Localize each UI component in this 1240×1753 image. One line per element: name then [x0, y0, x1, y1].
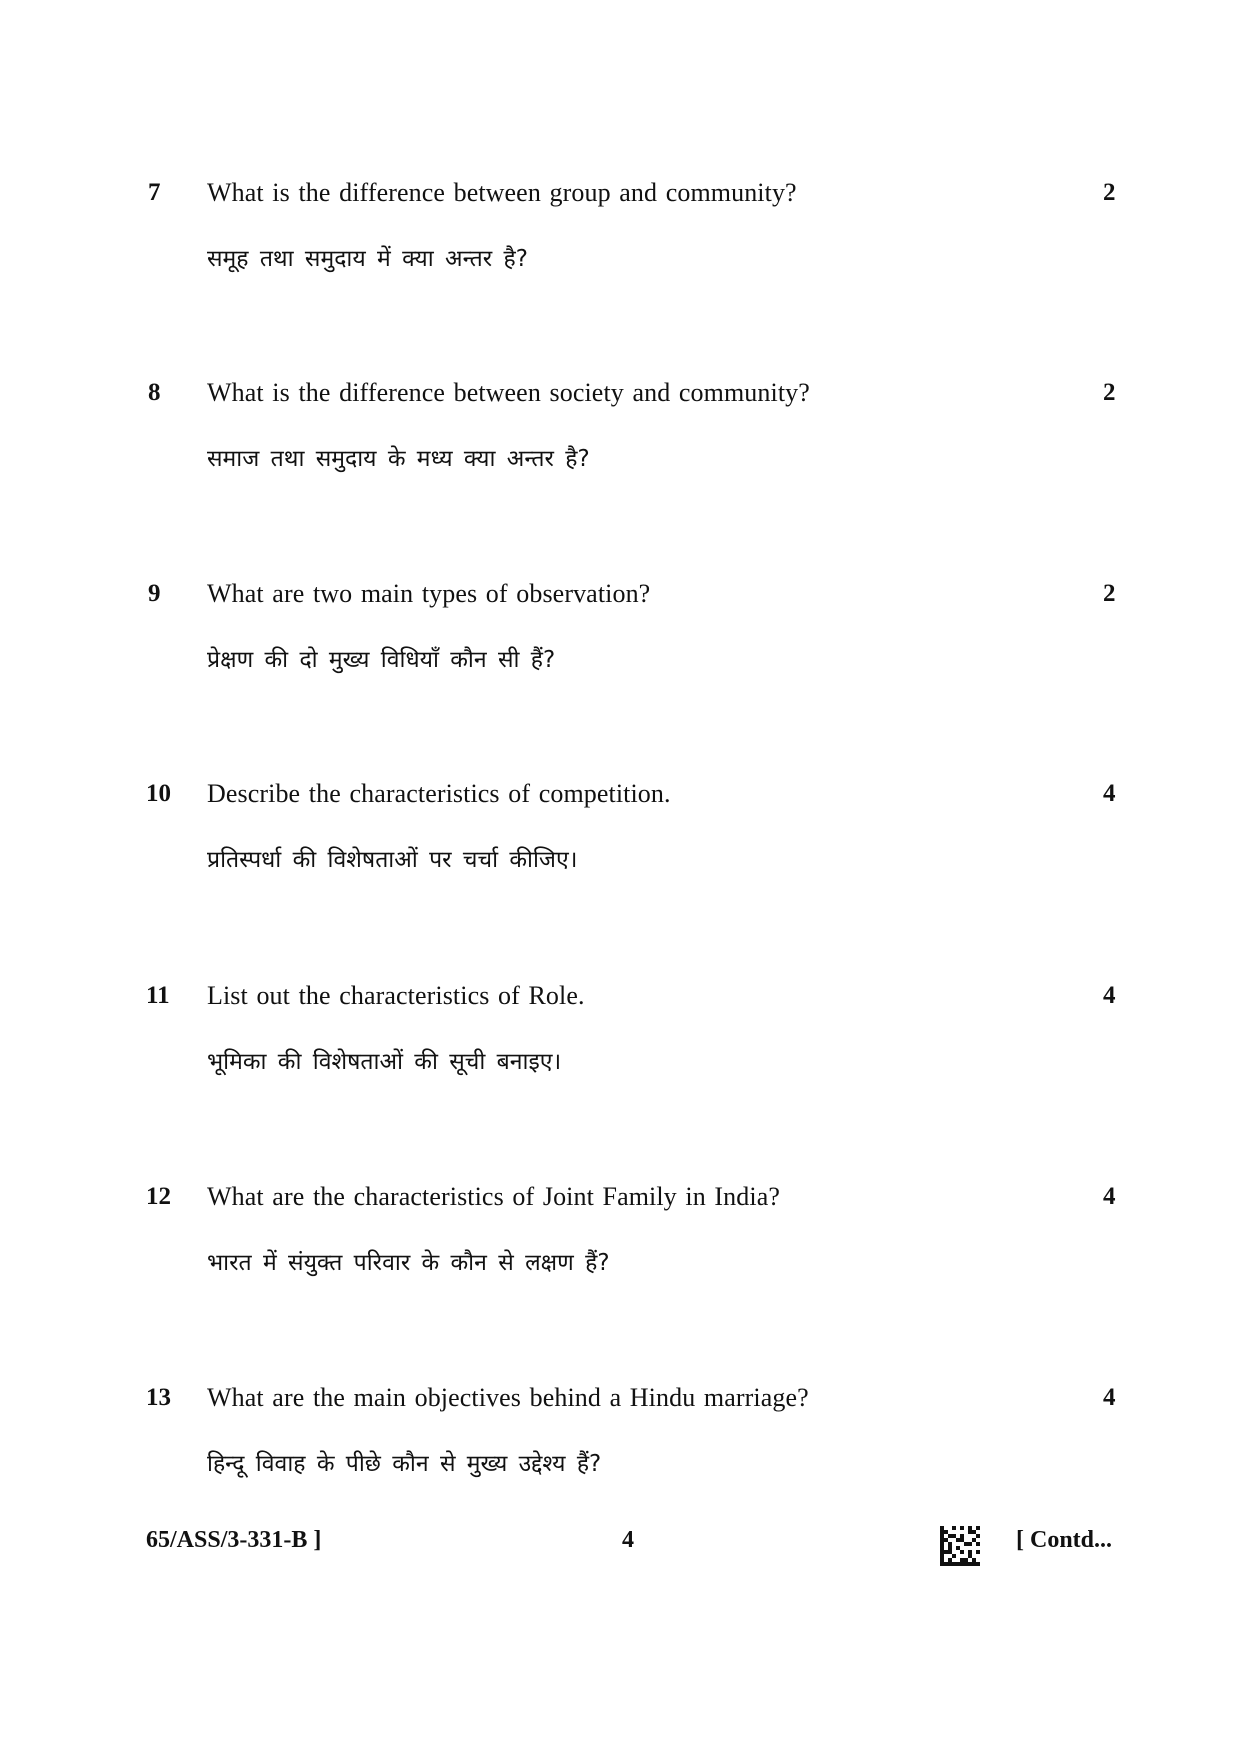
question-number: 10	[146, 780, 171, 807]
question-text-english: What are the main objectives behind a Hindu marriage?	[207, 1383, 809, 1412]
question-text-english: Describe the characteristics of competition.	[207, 779, 671, 808]
question-7	[0, 177, 1240, 317]
page-number: 4	[622, 1527, 634, 1553]
question-text-english: What are the characteristics of Joint Family in India?	[207, 1182, 780, 1211]
question-text-hindi: समूह तथा समुदाय में क्या अन्तर है?	[207, 246, 528, 272]
question-text-english: What is the difference between society and community?	[207, 378, 810, 407]
continued-label: [ Contd...	[1016, 1527, 1113, 1553]
paper-code: 65/ASS/3-331-B ]	[146, 1527, 322, 1553]
question-text-hindi: प्रतिस्पर्धा की विशेषताओं पर चर्चा कीजिए।	[207, 847, 578, 873]
question-number: 12	[146, 1183, 171, 1210]
question-text-hindi: भारत में संयुक्त परिवार के कौन से लक्षण हैं?	[207, 1250, 610, 1276]
question-marks: 2	[1103, 379, 1116, 406]
question-text-hindi: भूमिका की विशेषताओं की सूची बनाइए।	[207, 1049, 562, 1075]
question-marks: 2	[1103, 580, 1116, 607]
question-13	[0, 1382, 1240, 1522]
question-text-english: What is the difference between group and community?	[207, 178, 797, 207]
question-number: 13	[146, 1384, 171, 1411]
question-12	[0, 1181, 1240, 1321]
question-number: 11	[146, 982, 170, 1009]
question-8	[0, 377, 1240, 517]
question-marks: 2	[1103, 179, 1116, 206]
qr-code-icon	[940, 1526, 980, 1566]
question-text-hindi: हिन्दू विवाह के पीछे कौन से मुख्य उद्देश्य हैं?	[207, 1451, 602, 1477]
question-text-english: What are two main types of observation?	[207, 579, 651, 608]
question-marks: 4	[1103, 1384, 1116, 1411]
question-10	[0, 778, 1240, 918]
question-11	[0, 980, 1240, 1120]
page-footer	[0, 1524, 1240, 1564]
question-text-hindi: प्रेक्षण की दो मुख्य विधियाँ कौन सी हैं?	[207, 647, 556, 673]
question-marks: 4	[1103, 982, 1116, 1009]
question-number: 7	[148, 179, 161, 206]
question-text-hindi: समाज तथा समुदाय के मध्य क्या अन्तर है?	[207, 446, 590, 472]
question-text-english: List out the characteristics of Role.	[207, 981, 585, 1010]
question-number: 9	[148, 580, 161, 607]
question-number: 8	[148, 379, 161, 406]
question-marks: 4	[1103, 780, 1116, 807]
question-9	[0, 578, 1240, 718]
question-marks: 4	[1103, 1183, 1116, 1210]
